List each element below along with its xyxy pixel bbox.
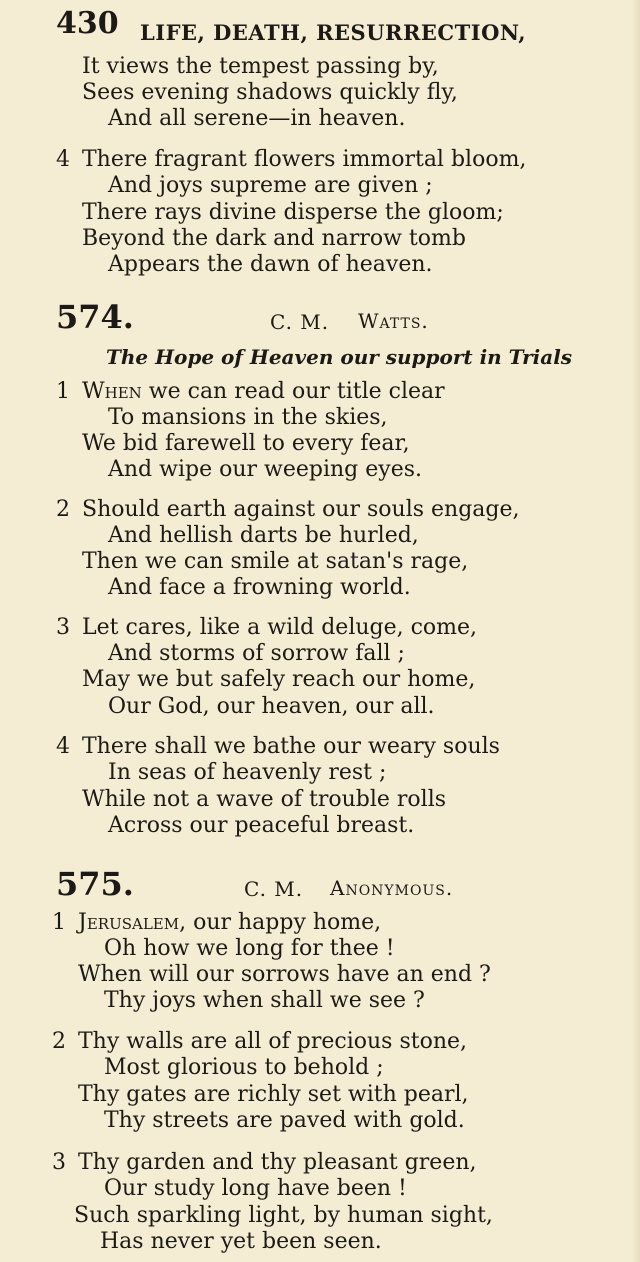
verse-line: Oh how we long for thee ! [104,936,395,961]
hymn-author: Anonymous. [330,876,454,900]
verse-line: Thy gates are richly set with pearl, [78,1082,469,1107]
running-title: LIFE, DEATH, RESURRECTION, [140,20,527,45]
verse-number: 1 [56,379,70,404]
verse-lead-word: Jerusalem [78,910,180,935]
verse-number: 4 [56,147,70,172]
verse-line: It views the tempest passing by, [82,54,439,79]
verse-line: Has never yet been seen. [100,1229,382,1254]
verse-line: In seas of heavenly rest ; [108,760,387,785]
page-header [56,6,636,50]
verse-line: Appears the dawn of heaven. [108,252,433,277]
verse-line: Thy garden and thy pleasant green, [78,1150,477,1175]
verse-line [78,910,381,936]
verse-line: And wipe our weeping eyes. [108,457,423,482]
verse-line: And face a frowning world. [108,575,411,600]
hymn-meter: C. M. [244,877,304,901]
verse-line: Across our peaceful breast. [108,813,415,838]
verse-line: Our study long have been ! [104,1176,407,1201]
verse-line: And hellish darts be hurled, [108,523,419,548]
hymn-number: 574. [56,298,134,336]
verse-number: 4 [56,734,70,759]
verse-line: Most glorious to behold ; [104,1055,384,1080]
verse-number: 3 [56,615,70,640]
verse-line: We bid farewell to every fear, [82,431,410,456]
verse-line: Let cares, like a wild deluge, come, [82,615,478,640]
verse-line: Thy walls are all of precious stone, [78,1029,468,1054]
verse-line: When will our sorrows have an end ? [78,962,491,987]
verse-lead-word: When [82,379,142,404]
verse-line: There fragrant flowers immortal bloom, [82,147,527,172]
verse-line: Such sparkling light, by human sight, [74,1203,493,1228]
verse-line: And all serene—in heaven. [108,106,406,131]
verse-line-rest: , our happy home, [179,910,382,935]
verse-line: To mansions in the skies, [108,405,388,430]
verse-line: Then we can smile at satan's rage, [82,549,469,574]
hymn-meter: C. M. [270,310,330,334]
hymn-number: 575. [56,865,134,903]
verse-line: There shall we bathe our weary souls [82,734,500,759]
verse-line [82,379,445,405]
verse-line: And joys supreme are given ; [108,173,433,198]
verse-number: 1 [52,910,66,935]
verse-line: Our God, our heaven, our all. [108,694,435,719]
hymn-subtitle: The Hope of Heaven our support in Trials [106,345,573,369]
page-number: 430 [56,6,119,41]
verse-line: There rays divine disperse the gloom; [82,200,504,225]
verse-line: Should earth against our souls engage, [82,497,520,522]
verse-line: May we but safely reach our home, [82,667,476,692]
verse-line: And storms of sorrow fall ; [108,641,405,666]
verse-line: Thy streets are paved with gold. [104,1108,465,1133]
verse-line: Thy joys when shall we see ? [104,988,425,1013]
verse-number: 2 [52,1029,66,1054]
hymn-author: Watts. [358,309,429,333]
verse-line: While not a wave of trouble rolls [82,787,447,812]
verse-line: Beyond the dark and narrow tomb [82,226,466,251]
verse-line: Sees evening shadows quickly fly, [82,80,458,105]
page-edge [632,0,640,1262]
verse-number: 2 [56,497,70,522]
verse-line-rest: we can read our title clear [141,379,445,404]
verse-number: 3 [52,1150,66,1175]
